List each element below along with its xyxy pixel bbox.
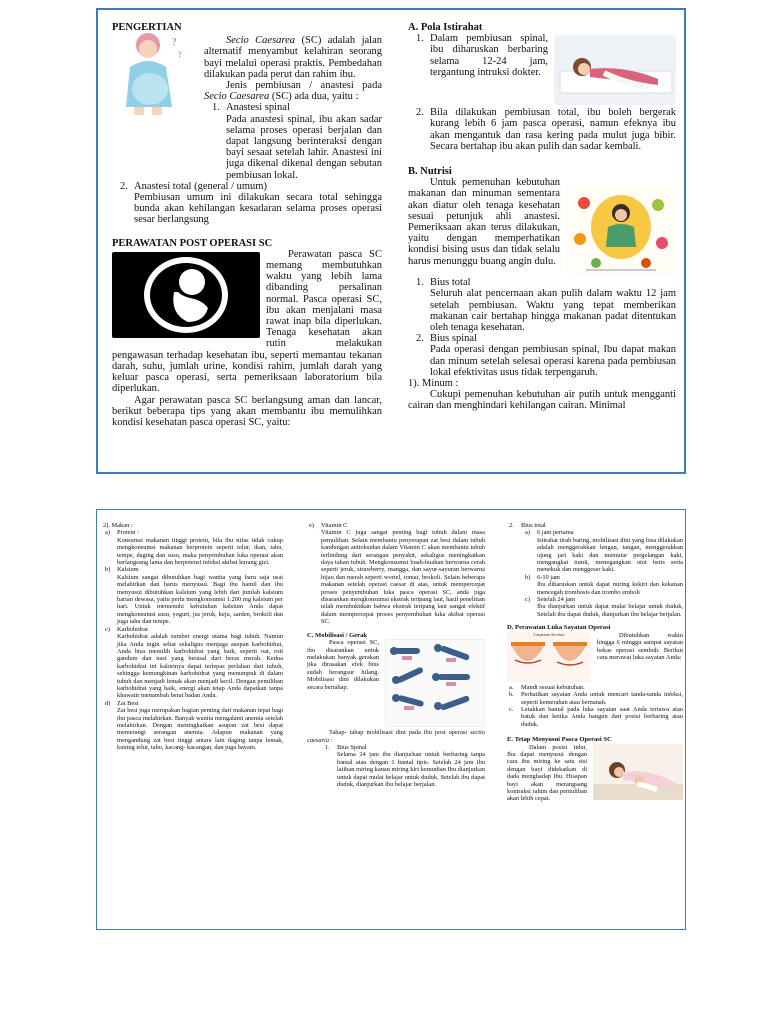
pengertian-title: PENGERTIAN xyxy=(112,22,182,33)
bius-total-subitem: c) Setelah 24 jam Ibu dianjurkan untuk dapat mulai belajar untuk duduk, Setelah ibu dapat duduk, dianjurkan ibu belajar berjalan. xyxy=(525,596,683,618)
anastesi-item: 1. Anastesi spinal Pada anastesi spinal, ibu akan sadar selama proses operasi berjalan dan dapat langsung berinteraksi dengan bayi sesaat setelah lahir. Anastesi ini juga dikenal dikenal dengan sebutan pembiusan lokal. xyxy=(212,102,382,181)
fetus-illustration xyxy=(112,252,260,338)
cesarean-caption: Cesarean Section xyxy=(533,631,565,637)
pregnant-woman-illustration xyxy=(112,27,198,117)
breastfeeding-illustration xyxy=(593,744,683,800)
makan-item: a) Protein : Konsumsi makanan tinggi protein, bila ibu nifas tidak cukup mengkonsumsi makanan berprotein seperti telur, ikan, tahu, tempe, daging dan susu, maka penyembuhan luka operasi akan berlangsung lama dan berpotensi infeksi akibat kurang gizi. xyxy=(105,529,283,567)
perawatan-luka-title: D. Perawatan Luka Sayatan Operasi xyxy=(507,624,611,632)
page1-right-column xyxy=(408,10,676,472)
anastesi-item: 2. Anastesi total (general / umum) Pembiusan umum ini dilakukan secara total sehingga bunda akan kehilangan kesadaran selama proses operasi sesar berlangsung xyxy=(120,180,382,226)
perawatan-post-operasi-title: PERAWATAN POST OPERASI SC xyxy=(112,237,273,249)
leaflet-page-2 xyxy=(96,509,686,930)
tetap-menyusui-title: E. Tetap Menyusui Pasca Operasi SC xyxy=(507,736,612,744)
perawatan-paragraph-2: Agar perawatan pasca SC berlangsung aman dan lancar, berikut beberapa tips yang akan membantu ibu memulihkan kondisi kesehatan pasca operasi SC, yaitu: xyxy=(112,394,382,428)
perawatan-luka-item: b. Perhatikan sayatan Anda untuk mencari tanda-tanda infeksi, seperti kemerahan atau bernanah. xyxy=(509,691,683,706)
vitamin-c-item: e) Vitamin C Vitamin C juga sangat penting bagi tubuh dalam masa pemulihan. Selain membantu penyerapan zat besi dalam tubuh kandungan antioksidan dalam Vitamin C akan membantu tubuh terlindung dari serangan penyakit, sekaligus meningkatkan daya tahan tubuh. Mengkonsumsi buah-buahan berwarna cerah seperti jeruk, strawberry, mangga, dan sayur-sayuran berwarna hijau dan merah seperti wortel, tomat, brokoli. Selain beberapa makanan setelah operasi caesar di atas, untuk mempercepat proses penyembuhan luka pasca operasi SC, anda juga disarankan mengkonsumsi ekstrak teripang laut, hasil penelitian telah membuktikan bahwa ekstrak teripang laut sangat efektif dalam mempercepat proses penyembuhan luka akibat operasi SC. xyxy=(309,522,485,626)
nutrisi-item: 2. Bius spinal Pada operasi dengan pembiusan spinal, Ibu dapat makan dan minum setelah selesai operasi karena pada pembiusan lokal efektivitas usus tidak terpengaruh. xyxy=(416,333,676,378)
makan-item: d) Zat Besi Zat besi juga merupakan bagian penting dari makanan tepat bagi ibu pasca melahirkan. Banyak wanita mengalami anemia setelah melahirkan. Dengan meningkatkan asupan zat besi dapat memerangi serangan anemia. Adapun makanan yang mengandung zat besi tinggi antara lain daging tanpa lemak, kuning telur, tahu, kacang- kacangan, dan juga bayam. xyxy=(105,699,283,752)
mobilisasi-item: 1. Bius Spinal Selama 24 jam ibu dianjurkan untuk berbaring tanpa bantal atau dengan 1 bantal tipis. Setelah 24 jam ibu latihan miring kanan miring kiri kemudian Ibu dianjurkan untuk dapat mulai belajar untuk duduk, Setelah ibu dapat duduk, dianjurkan ibu belajar berjalan. xyxy=(325,743,485,788)
tetap-menyusui-body: Dalam posisi tidur, Ibu dapat menyusui dengan cara ibu miring ke satu sisi dengan bayi didekatkan di dada menghadap Ibu. Hisapan bayi akan merangsang kontraksi rahim dan pemulihan akan lebih cepat. xyxy=(507,743,587,803)
tahap-mobilisasi-text: Tahap- tahap mobilisasi dini pada ibu post operasi sectio caesaria : xyxy=(307,729,485,744)
nutrisi-item: 1. Bius total Seluruh alat pencernaan akan pulih dalam waktu 12 jam setelah pembiusan. Waktu yang tepat memberikan makanan cair bertahap hingga makanan padat ditentukan oleh tenaga kesehatan. xyxy=(416,277,676,334)
page1-left-column xyxy=(112,10,382,472)
perawatan-luka-item: c. Letakkan bantal pada luka sayatan saat Anda tertawa atau batuk dan ketika Anda bangun dari posisi berbaring atau duduk. xyxy=(509,705,683,728)
mobilisasi-body: Pasca operasi SC, ibu disarankan untuk melakukan banyak gerakan jika dirasakan efek bius sudah berangsur hilang. Mobilisasi dini dilakukan secara bertahap. xyxy=(307,639,379,691)
page2-column-1 xyxy=(103,510,283,929)
exercise-illustration xyxy=(385,639,485,727)
nutrisi-intro: Untuk pemenuhan kebutuhan makanan dan minuman sementara akan diatur oleh tenaga kesehatan sesuai petunjuk ahli anastesi. Pemeriksaan akan terus dilakukan, yaitu dengan memperhatikan kondisi bising usus dan tidak selalu harus menunggu buang angin dulu. xyxy=(408,177,560,267)
healthy-food-illustration xyxy=(566,183,676,275)
minum-title: 1). Minum : xyxy=(408,378,459,390)
bius-total-subitem: b) 6-10 jam Ibu diharuskan untuk dapat miring kekiri dan kekanan mencegah trombosis dan trombo emboli xyxy=(525,573,683,596)
perawatan-paragraph-1: Perawatan pasca SC memang membutuhkan waktu yang lebih lama dibanding persalinan normal. Pasca operasi SC, ibu akan menjalani masa rawat inap bila diperlukan. Tenaga kesehatan akan rutin melakukan pengawasan terhadap kesehatan ibu, seperti memantau tekanan darah, suhu, jumlah urine, kondisi rahim, jumlah darah yang keluar pasca operasi, serta pemeriksaan laboratorium bila diperlukan. xyxy=(112,248,382,395)
perawatan-luka-item: a. Mandi sesuai kebutuhan. xyxy=(509,683,585,691)
leaflet-page-1 xyxy=(96,8,686,474)
mobilisasi-title: C. Mobilisasi / Gerak xyxy=(307,631,368,639)
resting-woman-illustration xyxy=(554,35,676,105)
minum-body: Cukupi pemenuhan kebutuhan air putih untuk mengganti cairan dan menghindari kehilangan cairan. Minimal xyxy=(408,389,676,412)
pola-istirahat-item: 1. Dalam pembiusan spinal, ibu diharuskan berbaring selama 12-24 jam, tergantung intruksi dokter. xyxy=(416,33,548,78)
page2-column-2 xyxy=(307,510,485,929)
svg-text:?: ? xyxy=(172,37,177,49)
nutrisi-title: B. Nutrisi xyxy=(408,166,452,178)
jenis-pembiusan-text: Jenis pembiusan / anastesi pada Secio Caesarea (SC) ada dua, yaitu : xyxy=(204,80,382,103)
page2-column-3 xyxy=(507,510,683,929)
cesarean-incision-illustration xyxy=(507,632,591,682)
perawatan-luka-body: Dibutuhkan waktu hingga 6 minggu sampai sayatan bekas operasi sembuh. Berikut cara merawat luka sayatan Anda: xyxy=(597,631,683,661)
bius-total-item: 2. Bius total xyxy=(509,522,546,529)
makan-item: b) Kalsium Kalsium sangat dibutuhkan bagi wanita yang baru saja usai melahirkan dan harus menyusui. Bagi ibu hamil dan ibu menyusui dibutuhkan kalsium yang lebih dari jumlah kalsium harian dewasa, yaitu perlu mengkonsumsi 1.200 mg kalsium per hari. Untuk memenuhi kebutuhan kalsium Anda dapat mengkonsumsi susu, yogurt, jus jeruk, keju, sarden, brokoli dan juga tahu dan tempe. xyxy=(105,566,283,626)
pola-istirahat-item: 2. Bila dilakukan pembiusan total, ibu boleh bergerak kurang lebih 6 jam pasca operasi, namun efeknya ibu akan mengantuk dan rasa kering pada mulut juga bibir. Secara bertahap ibu akan pulih dan sadar kembali. xyxy=(416,107,676,152)
pola-istirahat-title: A. Pola Istirahat xyxy=(408,22,483,33)
pengertian-intro: Secio Caesarea (SC) adalah jalan alternatif menyambut kelahiran seorang bayi melalui operasi praktis. Pembedahan dilakukan pada perut dan rahim ibu. xyxy=(204,35,382,80)
svg-text:?: ? xyxy=(178,50,182,60)
makan-item: c) Karbohidrat Karbohidrat adalah sumber energi utama bagi tubuh. Namun jika Anda ingin sehat sekaligus menjaga asupan karbohidrat, Anda bisa memilih karbohidrat yang baik, seperti oat, roti gandum dan nasi yang berasal dari beras merah. Kedua karbohidrat ini kalorinya dapat terlepas perlahan dari tubuh, sehingga kemungkinan karbohidrat yang menumpuk di dalam tubuh dan menjadi lemak akan menjadi kecil. Dengan pemilihan karbohidrat yang baik, energi akan tetap Anda dapatkan tanpa khawatir menambah berat badan Anda. xyxy=(105,625,283,700)
makan-title: 2). Makan : xyxy=(103,522,133,529)
bius-total-subitem: a) 6 jam pertama Istirahat tirah baring, mobilisasi dini yang bisa dilakukan adalah menggerakkan lengan, tangan, menggerakkan ujung jari kaki dan memutar pergelangan kaki, mengangkat tumit, menegangkan otot betis serta menekuk dan menggeser kaki. xyxy=(525,529,683,574)
